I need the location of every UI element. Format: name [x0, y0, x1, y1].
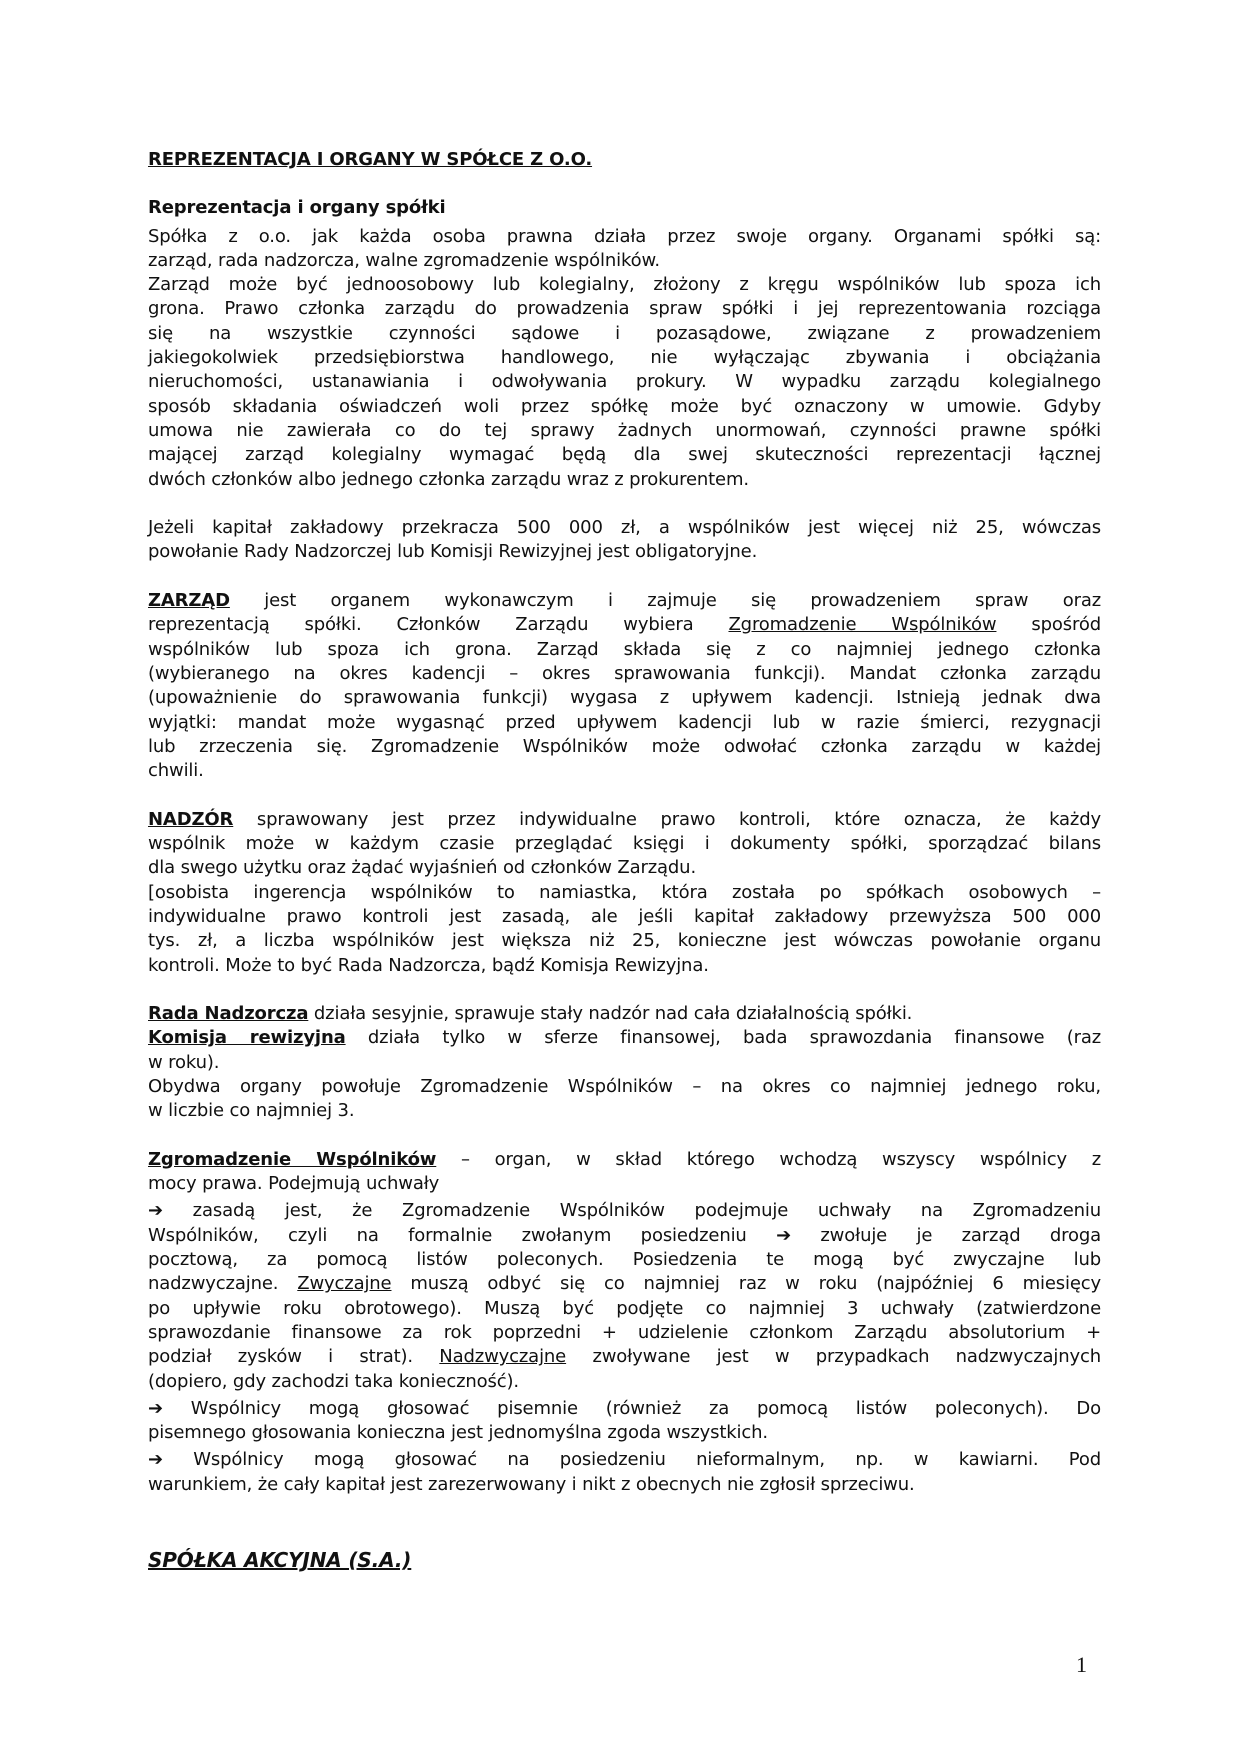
emphasized-text: Komisja rewizyjna	[148, 1027, 346, 1049]
text-run: muszą odbyć się co najmniej raz w roku (najpóźniej 6 miesięcy	[391, 1273, 1102, 1295]
paragraph-zgromadzenie	[148, 1148, 1101, 1197]
text-run: wspólnik może w każdym czasie przeglądać księgi i dokumenty spółki, sporządzać bilans	[148, 833, 1101, 855]
text-run: wyjątki: mandat może wygasnąć przed upływem kadencji lub w razie śmierci, rezygnacji	[148, 711, 1101, 733]
text-line	[148, 905, 1101, 929]
document-title	[148, 148, 1101, 172]
text-run: dwóch członków albo jednego członka zarządu wraz z prokurentem.	[148, 468, 749, 490]
text-run: się na wszystkie czynności sądowe i pozasądowe, związane z prowadzeniem	[148, 322, 1101, 344]
text-line	[148, 1448, 1101, 1472]
text-line	[148, 1026, 1101, 1050]
text-run: Wspólników, czyli na formalnie zwołanym posiedzeniu	[148, 1224, 777, 1246]
text-line	[148, 1421, 1101, 1445]
text-run: sposób składania oświadczeń woli przez spółkę może być oznaczony w umowie. Gdyby	[148, 395, 1101, 417]
text-run: w liczbie co najmniej 3.	[148, 1100, 355, 1122]
chapter-heading	[148, 1548, 1101, 1572]
emphasized-text: Reprezentacja i organy spółki	[148, 197, 446, 219]
text-run: sprawozdanie finansowe za rok poprzedni + udzielenie członkom Zarządu absolutorium +	[148, 1321, 1101, 1343]
text-line	[148, 443, 1101, 467]
text-run: zarząd, rada nadzorcza, walne zgromadzenie wspólników.	[148, 249, 660, 271]
page-number: 1	[1076, 1652, 1087, 1677]
text-line	[148, 735, 1101, 759]
arrow-right-icon: ➔	[148, 1397, 163, 1419]
emphasized-text: Rada Nadzorcza	[148, 1003, 309, 1025]
paragraph-zarzad	[148, 589, 1101, 783]
text-line	[148, 929, 1101, 953]
text-run: mocy prawa. Podejmują uchwały	[148, 1173, 440, 1195]
text-line	[148, 1548, 1101, 1572]
text-run: (upoważnienie do sprawowania funkcji) wygasa z upływem kadencji. Istnieją jednak dwa	[148, 687, 1101, 709]
arrow-right-icon: ➔	[776, 1224, 791, 1246]
text-run: zwołuje je zarząd droga	[791, 1224, 1102, 1246]
text-run: wspólników lub spoza ich grona. Zarząd składa się z co najmniej jednego członka	[148, 638, 1101, 660]
text-line	[148, 1397, 1101, 1421]
text-line	[148, 322, 1101, 346]
text-line	[148, 540, 1101, 564]
text-line	[148, 589, 1101, 613]
text-line	[148, 273, 1101, 297]
text-line	[148, 395, 1101, 419]
text-line	[148, 686, 1101, 710]
document-body	[148, 148, 1101, 1572]
text-run: Obydwa organy powołuje Zgromadzenie Wspólników – na okres co najmniej jednego roku,	[148, 1075, 1101, 1097]
paragraph-organs	[148, 225, 1101, 492]
text-line	[148, 954, 1101, 978]
text-line	[148, 881, 1101, 905]
emphasized-text: SPÓŁKA AKCYJNA (S.A.)	[148, 1548, 412, 1573]
arrow-right-icon: ➔	[148, 1449, 163, 1471]
text-run: sprawowany jest przez indywidualne prawo kontroli, które oznacza, że każdy	[233, 808, 1101, 830]
text-run: indywidualne prawo kontroli jest zasadą, ale jeśli kapitał zakładowy przewyższa 500 000	[148, 905, 1101, 927]
text-line	[148, 1345, 1101, 1369]
text-line	[148, 196, 1101, 220]
text-line	[148, 516, 1101, 540]
text-line	[148, 1002, 1101, 1026]
text-line	[148, 419, 1101, 443]
text-run: podział zysków i strat).	[148, 1346, 440, 1368]
emphasized-text: Zwyczajne	[297, 1273, 392, 1295]
text-run: (dopiero, gdy zachodzi taka konieczność).	[148, 1370, 519, 1392]
text-run: dla swego użytku oraz żądać wyjaśnień od członków Zarządu.	[148, 857, 697, 879]
emphasized-text: Zgromadzenie Wspólników	[148, 1148, 437, 1170]
text-run: po upływie roku obrotowego). Muszą być podjęte co najmniej 3 uchwały (zatwierdzone	[148, 1297, 1101, 1319]
text-run: reprezentacją spółki. Członków Zarządu wybiera	[148, 614, 729, 636]
emphasized-text: NADZÓR	[148, 808, 234, 830]
text-run: jakiegokolwiek przedsiębiorstwa handlowego, nie wyłączając zbywania i obciążania	[148, 347, 1101, 369]
text-line	[148, 1199, 1101, 1223]
text-line	[148, 759, 1101, 783]
text-line	[148, 808, 1101, 832]
text-run: zasadą jest, że Zgromadzenie Wspólników podejmuje uchwały na Zgromadzeniu	[162, 1200, 1101, 1222]
text-run: Wspólnicy mogą głosować pisemnie (również za pomocą listów poleconych). Do	[162, 1397, 1101, 1419]
text-line	[148, 297, 1101, 321]
text-run: chwili.	[148, 760, 204, 782]
text-run: spośród	[996, 614, 1101, 636]
text-line	[148, 1248, 1101, 1272]
text-line	[148, 370, 1101, 394]
text-line	[148, 1272, 1101, 1296]
text-line	[148, 1099, 1101, 1123]
paragraph-capital	[148, 516, 1101, 565]
text-run: Spółka z o.o. jak każda osoba prawna działa przez swoje organy. Organami spółki są:	[148, 225, 1101, 247]
text-run: pisemnego głosowania konieczna jest jednomyślna zgoda wszystkich.	[148, 1422, 768, 1444]
paragraph-nadzor	[148, 808, 1101, 978]
text-run: działa sesyjnie, sprawuje stały nadzór nad cała działalnością spółki.	[308, 1003, 913, 1025]
text-line	[148, 1224, 1101, 1248]
text-run: kontroli. Może to być Rada Nadzorcza, bądź Komisja Rewizyjna.	[148, 954, 709, 976]
text-line	[148, 1321, 1101, 1345]
text-run: zwoływane jest w przypadkach nadzwyczajnych	[566, 1346, 1101, 1368]
text-line	[148, 468, 1101, 492]
text-run: Jeżeli kapitał zakładowy przekracza 500 000 zł, a wspólników jest więcej niż 25, wówczas	[148, 517, 1101, 539]
text-run: pocztową, za pomocą listów poleconych. Posiedzenia te mogą być zwyczajne lub	[148, 1249, 1101, 1271]
text-run: lub zrzeczenia się. Zgromadzenie Wspólników może odwołać członka zarządu w każdej	[148, 735, 1101, 757]
text-run: tys. zł, a liczba wspólników jest większa niż 25, konieczne jest wówczas powołanie organu	[148, 930, 1101, 952]
text-run: [osobista ingerencja wspólników to namiastka, która została po spółkach osobowych –	[148, 881, 1101, 903]
text-line	[148, 1370, 1101, 1394]
text-run: mającej zarząd kolegialny wymagać będą dla swej skuteczności reprezentacji łącznej	[148, 444, 1101, 466]
text-run: działa tylko w sferze finansowej, bada sprawozdania finansowe (raz	[345, 1027, 1101, 1049]
emphasized-text: REPREZENTACJA I ORGANY W SPÓŁCE Z O.O.	[148, 149, 593, 170]
text-run: grona. Prawo członka zarządu do prowadzenia spraw spółki i jej reprezentowania rozciąga	[148, 298, 1101, 320]
bullet-nieformalne	[148, 1448, 1101, 1497]
text-line	[148, 856, 1101, 880]
text-line	[148, 711, 1101, 735]
text-run: – organ, w skład którego wchodzą wszyscy wspólnicy z	[436, 1148, 1101, 1170]
text-line	[148, 613, 1101, 637]
text-line	[148, 1075, 1101, 1099]
bullet-pisemnie	[148, 1397, 1101, 1446]
bullet-uchwaly	[148, 1199, 1101, 1393]
text-line	[148, 225, 1101, 249]
text-run: w roku).	[148, 1051, 220, 1073]
text-run: nieruchomości, ustanawiania i odwoływania prokury. W wypadku zarządu kolegialnego	[148, 371, 1101, 393]
text-line	[148, 1297, 1101, 1321]
text-line	[148, 249, 1101, 273]
section-heading	[148, 196, 1101, 220]
text-run: warunkiem, że cały kapitał jest zarezerwowany i nikt z obecnych nie zgłosił sprzeciwu.	[148, 1473, 915, 1495]
text-run: nadzwyczajne.	[148, 1273, 298, 1295]
text-run: powołanie Rady Nadzorczej lub Komisji Rewizyjnej jest obligatoryjne.	[148, 541, 758, 563]
text-line	[148, 662, 1101, 686]
emphasized-text: ZARZĄD	[148, 590, 230, 612]
emphasized-text: Nadzwyczajne	[439, 1346, 567, 1368]
text-run: umowa nie zawierała co do tej sprawy żadnych unormowań, czynności prawne spółki	[148, 419, 1101, 441]
text-run: jest organem wykonawczym i zajmuje się prowadzeniem spraw oraz	[229, 590, 1101, 612]
text-line	[148, 148, 1101, 172]
text-run: (wybieranego na okres kadencji – okres sprawowania funkcji). Mandat członka zarządu	[148, 662, 1101, 684]
text-line	[148, 1473, 1101, 1497]
paragraph-rada-komisja	[148, 1002, 1101, 1123]
text-run: Wspólnicy mogą głosować na posiedzeniu nieformalnym, np. w kawiarni. Pod	[162, 1449, 1101, 1471]
text-run: Zarząd może być jednoosobowy lub kolegialny, złożony z kręgu wspólników lub spoza ich	[148, 274, 1101, 296]
text-line	[148, 832, 1101, 856]
text-line	[148, 1051, 1101, 1075]
arrow-right-icon: ➔	[148, 1200, 163, 1222]
text-line	[148, 1148, 1101, 1172]
text-line	[148, 1172, 1101, 1196]
text-line	[148, 346, 1101, 370]
text-line	[148, 638, 1101, 662]
emphasized-text: Zgromadzenie Wspólników	[728, 614, 997, 636]
